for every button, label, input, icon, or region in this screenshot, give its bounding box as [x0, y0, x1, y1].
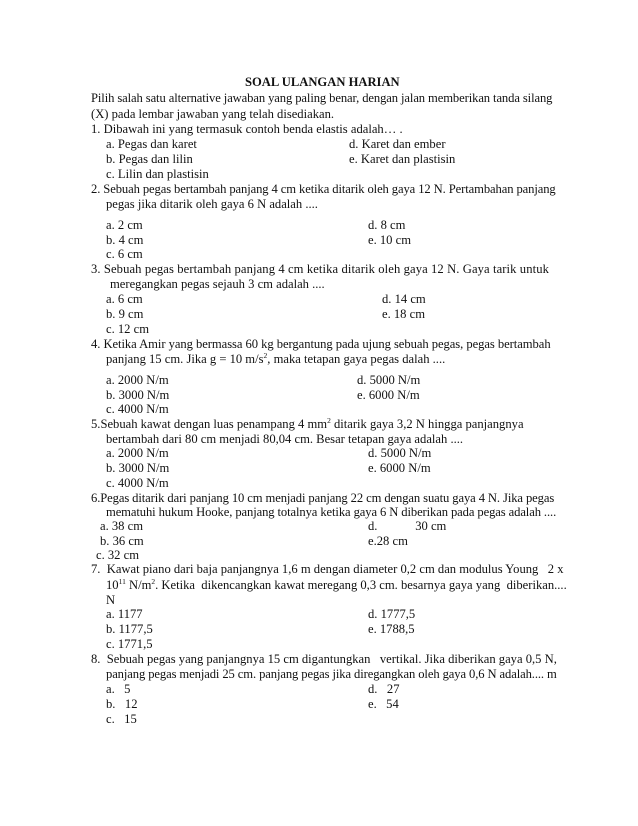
question-6-option-e: e.28 cm	[368, 534, 408, 548]
question-5-option-c: c. 4000 N/m	[106, 476, 169, 490]
question-3-option-c: c. 12 cm	[106, 322, 150, 336]
question-3-text-2: meregangkan pegas sejauh 3 cm adalah ....	[110, 277, 325, 291]
question-6-option-d: d. 30 cm	[368, 519, 447, 533]
question-3-text-1: 3. Sebuah pegas bertambah panjang 4 cm ketika ditarik oleh gaya 12 N. Gaya tarik untuk	[91, 262, 549, 276]
question-2-option-a: a. 2 cm	[106, 218, 143, 232]
question-6-text-2: mematuhi hukum Hooke, panjang totalnya ketika gaya 6 N diberikan pada pegas adalah ....	[106, 505, 557, 519]
question-8-option-c: c. 15	[106, 712, 137, 726]
question-1-option-e: e. Karet dan plastisin	[349, 152, 456, 166]
superscript: 2	[327, 415, 331, 425]
superscript: 2	[263, 350, 268, 360]
question-4-option-b: b. 3000 N/m	[106, 388, 170, 402]
question-6-option-c: c. 32 cm	[96, 548, 140, 562]
question-1-text: 1. Dibawah ini yang termasuk contoh benda elastis adalah… .	[91, 122, 403, 136]
question-5-option-d: d. 5000 N/m	[368, 446, 432, 460]
question-2-option-b: b. 4 cm	[106, 233, 144, 247]
question-4-text-2: panjang 15 cm. Jika g = 10 $m/s^2$, maka tetapan gaya pegas dalah ....	[106, 350, 446, 366]
page-title: SOAL ULANGAN HARIAN	[245, 75, 400, 89]
question-2-option-c: c. 6 cm	[106, 247, 143, 261]
question-3-option-b: b. 9 cm	[106, 307, 144, 321]
question-3-option-a: a. 6 cm	[106, 292, 143, 306]
question-7-text-1: 7. Kawat piano dari baja panjangnya 1,6 m dengan diameter 0,2 cm dan modulus Young 2 x	[91, 562, 564, 576]
question-4-option-e: e. 6000 N/m	[357, 388, 420, 402]
question-5-option-b: b. 3000 N/m	[106, 461, 170, 475]
question-1-option-c: c. Lilin dan plastisin	[106, 167, 209, 181]
question-5-text-1: 5.Sebuah kawat dengan luas penampang 4 $mm^2$ ditarik gaya 3,2 N hingga panjangnya	[91, 415, 524, 431]
question-6-option-b: b. 36 cm	[100, 534, 144, 548]
question-8-option-e: e. 54	[368, 697, 399, 711]
question-1-option-b: b. Pegas dan lilin	[106, 152, 193, 166]
question-7-option-d: d. 1777,5	[368, 607, 416, 621]
question-8-text-1: 8. Sebuah pegas yang panjangnya 15 cm digantungkan vertikal. Jika diberikan gaya 0,5 N,	[91, 652, 557, 666]
question-1-option-d: d. Karet dan ember	[349, 137, 446, 151]
instructions-line-1: Pilih salah satu alternative jawaban yang paling benar, dengan jalan memberikan tanda silang	[91, 91, 553, 105]
question-2-option-d: d. 8 cm	[368, 218, 406, 232]
question-7-option-e: e. 1788,5	[368, 622, 415, 636]
question-4-text-1: 4. Ketika Amir yang bermassa 60 kg bergantung pada ujung sebuah pegas, pegas bertambah	[91, 337, 551, 351]
question-7-option-c: c. 1771,5	[106, 637, 153, 651]
instructions-line-2: (X) pada lembar jawaban yang telah disediakan.	[91, 107, 335, 121]
question-7-option-a: a. 1177	[106, 607, 143, 621]
question-8-text-2: panjang pegas menjadi 25 cm. panjang pegas jika diregangkan oleh gaya 0,6 N adalah.... m	[106, 667, 557, 681]
question-6-option-a: a. 38 cm	[100, 519, 144, 533]
question-7-text-3: N	[106, 593, 116, 607]
question-5-option-e: e. 6000 N/m	[368, 461, 431, 475]
question-6-text-1: 6.Pegas ditarik dari panjang 10 cm menjadi panjang 22 cm dengan suatu gaya 4 N. Jika pegas	[91, 491, 555, 505]
question-3-option-d: d. 14 cm	[382, 292, 426, 306]
superscript: 2	[151, 576, 156, 586]
question-5-option-a: a. 2000 N/m	[106, 446, 169, 460]
question-8-option-d: d. 27	[368, 682, 400, 696]
question-7-option-b: b. 1177,5	[106, 622, 153, 636]
question-8-option-a: a. 5	[106, 682, 131, 696]
question-2-option-e: e. 10 cm	[368, 233, 412, 247]
question-1-option-a: a. Pegas dan karet	[106, 137, 197, 151]
question-4-option-d: d. 5000 N/m	[357, 373, 421, 387]
question-5-text-2: bertambah dari 80 cm menjadi 80,04 cm. Besar tetapan gaya adalah ....	[106, 432, 464, 446]
question-2-text-1: 2. Sebuah pegas bertambah panjang 4 cm ketika ditarik oleh gaya 12 N. Pertambahan panjang	[91, 182, 556, 196]
question-4-option-a: a. 2000 N/m	[106, 373, 169, 387]
question-2-text-2: pegas jika ditarik oleh gaya 6 N adalah ....	[106, 197, 318, 211]
question-8-option-b: b. 12	[106, 697, 138, 711]
question-3-option-e: e. 18 cm	[382, 307, 426, 321]
question-4-option-c: c. 4000 N/m	[106, 402, 169, 416]
question-7-text-2: $10^{11}$ $N/m^2$. Ketika dikencangkan kawat meregang 0,3 cm. besarnya gaya yang diberikan....	[106, 576, 567, 592]
superscript: 11	[118, 576, 126, 586]
